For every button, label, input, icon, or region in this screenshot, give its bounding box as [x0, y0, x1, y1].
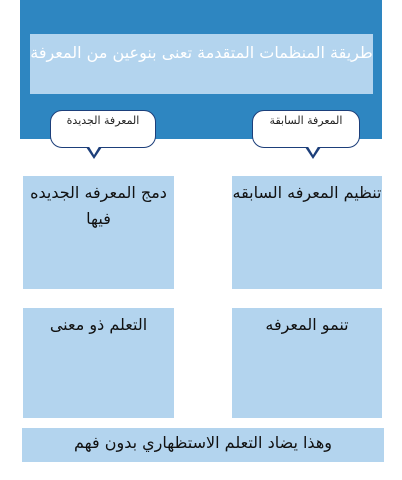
card-integrate-new-knowledge: [23, 176, 174, 289]
card-meaningful-text: التعلم ذو معنى: [49, 315, 148, 334]
card-integrate-text: دمج المعرفه الجديده فيها: [30, 183, 167, 228]
callout-new-knowledge-label: المعرفة الجديدة: [66, 114, 140, 127]
card-knowledge-growth: [232, 308, 382, 418]
diagram-title: [30, 34, 373, 94]
card-meaningful-learning: [23, 308, 174, 418]
callout-prior-knowledge-label: المعرفة السابقة: [269, 114, 343, 127]
card-organize-text: تنظيم المعرفه السابقه: [232, 183, 382, 202]
callout-prior-knowledge-pointer: [305, 147, 321, 159]
footer-note-text: وهذا يضاد التعلم الاستظهاري بدون فهم: [73, 433, 332, 452]
footer-note: [22, 428, 384, 462]
diagram-title-text: طريقة المنظمات المتقدمة تعنى بنوعين من المعرفة: [30, 43, 373, 62]
callout-new-knowledge: [50, 110, 156, 148]
callout-prior-knowledge: [252, 110, 360, 148]
card-growth-text: تنمو المعرفه: [265, 315, 349, 334]
card-organize-prior-knowledge: [232, 176, 382, 289]
callout-new-knowledge-pointer: [86, 147, 102, 159]
